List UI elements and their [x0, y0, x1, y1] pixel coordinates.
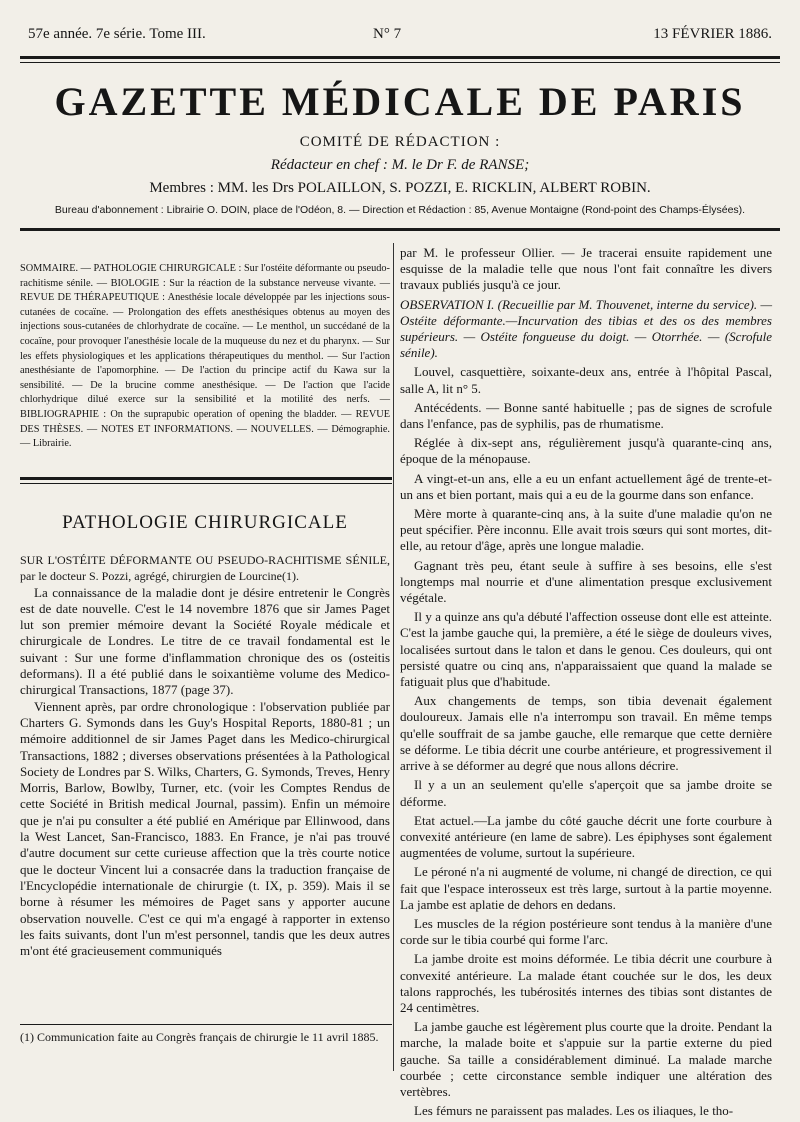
right-paragraph-4: Antécédents. — Bonne santé habituelle ; pas de signes de scrofule dans l'enfance, pas de syphilis, pas de rhumatisme.	[400, 399, 772, 432]
redacteur-line: Rédacteur en chef : M. le Dr F. de RANSE;	[270, 157, 530, 173]
summary-rule-thin	[20, 483, 392, 484]
right-paragraph-13: Le péroné n'a ni augmenté de volume, ni changé de direction, ce qui fait que l'espace interosseux est très large, surtout à la partie moyenne. La jambe est aplatie de dehors en dedans.	[400, 864, 772, 912]
left-column	[20, 552, 390, 959]
right-paragraph-15: La jambe droite est moins déformée. Le tibia décrit une courbure à convexité antérieure. La malade étant couchée sur le dos, les deux talons rapprochés, les tubérosités internes des tibias sont distantes de 24 centimètres.	[400, 951, 772, 1015]
comite-heading: COMITÉ DE RÉDACTION :	[299, 134, 501, 150]
section-title: PATHOLOGIE CHIRURGICALE	[62, 512, 348, 533]
header-bottom-rule	[20, 228, 780, 231]
issue-line	[28, 26, 772, 46]
top-rule-thin	[20, 62, 780, 63]
right-paragraph-16: La jambe gauche est légèrement plus courte que la droite. Pendant la marche, la malade boite et s'appuie sur la partie externe du pied gauche. Sa taille a considérablement diminué. La malade marche courbée ; cette circonstance semble indiquer une altération des vertèbres.	[400, 1019, 772, 1099]
summary-box: SOMMAIRE. — PATHOLOGIE CHIRURGICALE : Sur l'ostéite déformante ou pseudo-rachitisme sénile. — BIOLOGIE : Sur la réaction de la substance nerveuse vivante. — REVUE DE THÉRAPEUTIQUE : Anesthésie locale développée par les injections sous-cutanées de cocaïne. — Prolongation des effets anesthésiques obtenus au moyen des injections sous-cutanées de chlorhydrate de cocaïne. — Le menthol, un succédané de la cocaïne, pour provoquer l'anesthésie locale de la muqueuse du nez et du pharynx. — Sur les effets physiologiques et les applications thérapeutiques du menthol. — Sur l'action anesthésiante de l'apomorphine. — De l'action du principe actif du Kawa sur la sensibilité. — De la brucine comme anesthésique. — De l'action que l'acide chlorhydrique dilué exerce sur la sensibilité et la motilité des nerfs. — BIBLIOGRAPHIE : On the suprapubic operation of opening the bladder. — REVUE DES THÈSES. — NOTES ET INFORMATIONS. — NOUVELLES. — Démographie. — Librairie.	[20, 263, 390, 450]
right-paragraph-17: Les fémurs ne paraissent pas malades. Les os iliaques, le tho-	[414, 1103, 734, 1119]
right-paragraph-6: A vingt-et-un ans, elle a eu un enfant actuellement âgé de trente-et-un ans et bien portant, mais qui a eu de la gourme dans son enfance.	[400, 470, 772, 502]
right-paragraph-1: par M. le professeur Ollier. — Je tracerai ensuite rapidement une esquisse de la maladie telle que nous l'ont fait connaître les divers travaux publiés jusqu'à ce jour.	[400, 245, 772, 293]
right-column	[400, 245, 772, 1122]
bureau-line: Bureau d'abonnement : Librairie O. DOIN, place de l'Odéon, 8. — Direction et Rédaction : 85, Avenue Montaigne (Rond-point des Champs-Élysées).	[54, 204, 746, 216]
summary-rule	[20, 477, 392, 480]
right-paragraph-5: Réglée à dix-sept ans, régulièrement jusqu'à quarante-cinq ans, époque de la ménopause.	[400, 435, 772, 467]
issue-volume: 57e année. 7e série. Tome III.	[28, 26, 206, 42]
right-paragraph-12: Etat actuel.—La jambe du côté gauche décrit une forte courbure à convexité antérieure (en lame de sabre). Les épiphyses sont également augmentées de volume, surtout la supérieure.	[400, 812, 772, 861]
article-subtitle: SUR L'OSTÉITE DÉFORMANTE OU PSEUDO-RACHITISME SÉNILE, par le docteur S. Pozzi, agrégé, chirurgien de Lourcine(1).	[20, 553, 390, 584]
right-paragraph-11: Il y a un an seulement qu'elle s'aperçoit que sa jambe droite se déforme.	[400, 777, 772, 809]
footnote: (1) Communication faite au Congrès français de chirurgie le 11 avril 1885.	[20, 1030, 379, 1044]
journal-title: GAZETTE MÉDICALE DE PARIS	[54, 79, 746, 124]
right-paragraph-8: Gagnant très peu, étant seule à suffire à ses besoins, elle s'est longtemps mal nourrie et d'une alimentation presque exclusivement végétale.	[400, 557, 772, 606]
footnote-rule	[20, 1024, 392, 1025]
top-rule	[20, 56, 780, 59]
right-paragraph-9: Il y a quinze ans qu'a débuté l'affection osseuse dont elle est atteinte. C'est la jambe gauche qui, la première, a été le siège de douleurs vives, localisées surtout dans le talon et dans le genou. Ces douleurs, qui ont persisté quatre ou cinq ans, n'apparaissaient que quand la malade se fatiguait plus que d'habitude.	[400, 609, 772, 690]
issue-number: N° 7	[373, 26, 402, 42]
column-divider	[393, 243, 394, 1071]
right-paragraph-7: Mère morte à quarante-cinq ans, à la suite d'une maladie qu'on ne peut spécifier. Père inconnu. Elle avait trois sœurs qui sont mortes, dit-elle, au retour d'âge, après une longue maladie.	[400, 506, 772, 554]
observation-heading: OBSERVATION I. (Recueillie par M. Thouvenet, interne du service). —Ostéite déformante.—Incurvation des tibias et des os des membres supérieurs. — Ostéite fongueuse du doigt. — Otorrhée. — (Scrofule sénile).	[400, 296, 772, 361]
issue-date: 13 FÉVRIER 1886.	[653, 26, 772, 42]
right-paragraph-3: Louvel, casquettière, soixante-deux ans, entrée à l'hôpital Pascal, salle A, lit n° 5.	[400, 364, 772, 396]
membres-line: Membres : MM. les Drs POLAILLON, S. POZZI, E. RICKLIN, ALBERT ROBIN.	[149, 180, 651, 196]
left-paragraph-1: La connaissance de la maladie dont je désire entretenir le Congrès est de date nouvelle. C'est le 14 novembre 1876 que sir James Paget lut son premier mémoire devant la Société Royale médicale et chirurgicale de Londres. Le titre de ce travail fondamental est le suivant : Sur une forme d'inflammation chronique des os (osteitis deformans). Il a été publié dans le soixantième volume des Medico-chirurgical Transactions, 1877 (page 37).	[20, 584, 390, 698]
right-paragraph-14: Les muscles de la région postérieure sont tendus à la manière d'une corde sur le tibia courbé qui forme l'arc.	[400, 915, 772, 948]
right-paragraph-10: Aux changements de temps, son tibia devenait également douloureux. Jamais elle n'a interrompu son travail. En même temps qu'elle souffrait de sa jambe gauche, elle remarque que cette dernière se déforme. Le tibia décrit une courbe antérieure, et progressivement il arrive à se déformer au degré que nous allons décrire.	[400, 693, 772, 774]
left-paragraph-2: Viennent après, par ordre chronologique : l'observation publiée par Charters G. Symonds dans les Guy's Hospital Reports, 1880-81 ; un mémoire additionnel de sir James Paget dans les Medico-chirurgical Transactions, 1882 ; diverses observations présentées à la Pathological Society de Londres par S. Wilks, Charters, G. Symonds, Treves, Henry Morris, Barlow, Bowlby, Turner, etc. (voir les Comptes Rendus de cette Société in British medical Journal, passim). Enfin un mémoire que je n'ai pu consulter a été publié en Amérique par Ellinwood, dans la West Lancet, San-Francisco, 1883. En France, je n'ai pas trouvé d'autre document sur cette curieuse affection que la très courte notice que le docteur Vincent lui a consacrée dans la traduction française de l'Encyclopédie internationale de chirurgie (t. IX, p. 359). Mais il se borne à résumer les mémoires de Paget sans y apporter aucune observation nouvelle. C'est ce qui m'a engagé à rapporter in extenso les faits suivants, dont l'un m'est personnel, tandis que les deux autres m'ont été gracieusement communiqués	[20, 698, 390, 959]
